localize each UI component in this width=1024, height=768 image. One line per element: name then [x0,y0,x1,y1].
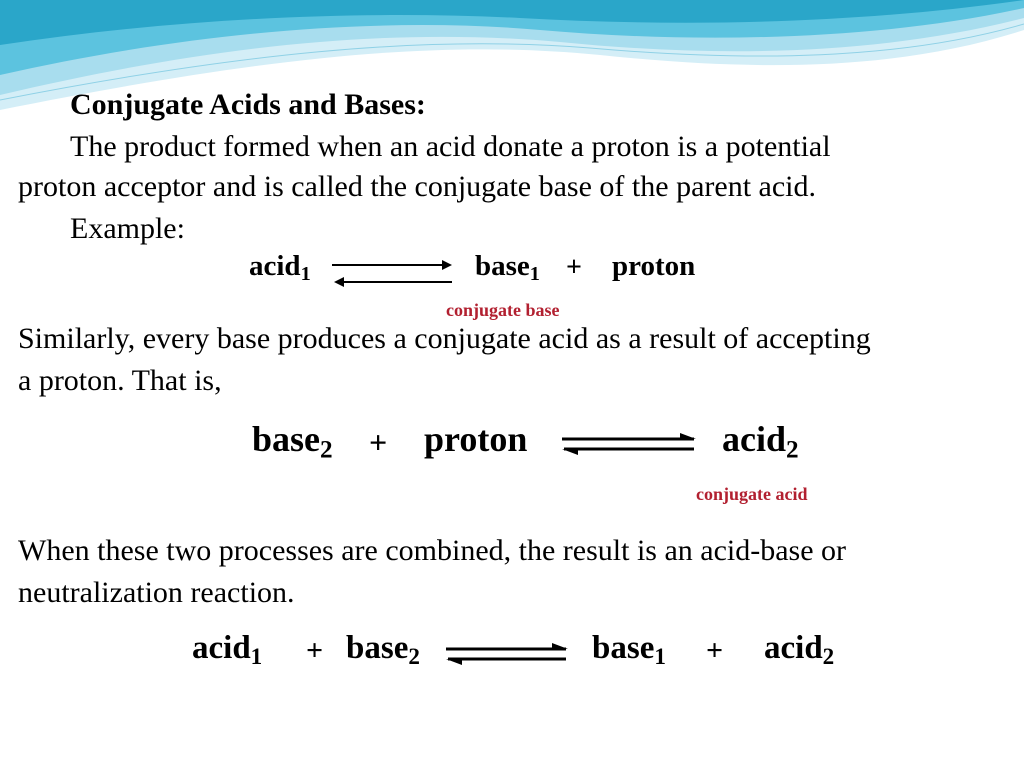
eq1-plus: + [566,252,582,283]
eq1-base1: base$_1$ [475,250,540,286]
paragraph-2-line-1: Similarly, every base produces a conjugate acid as a result of accepting [18,322,871,355]
eq2-base2: base$_2$ [252,419,333,464]
conjugate-acid-label: conjugate acid [696,484,808,504]
paragraph-3-line-1: When these two processes are combined, the result is an acid-base or [18,534,847,567]
eq3-acid2: acid$_2$ [764,630,835,669]
conjugate-base-label: conjugate base [446,300,560,320]
eq3-plus-2: + [706,634,724,667]
eq3-plus-1: + [306,634,324,667]
eq3-base2: base$_2$ [346,630,420,669]
section-heading: Conjugate Acids and Bases: [70,88,426,121]
eq2-equilibrium-arrow [560,432,698,458]
paragraph-2-line-2: a proton. That is, [18,364,222,397]
eq1-proton: proton [612,250,696,282]
eq1-acid1: acid$_1$ [249,250,311,286]
eq1-equilibrium-arrow [330,258,456,290]
paragraph-3-line-2: neutralization reaction. [18,576,295,609]
eq3-equilibrium-arrow [444,642,570,668]
eq2-acid2: acid$_2$ [722,419,799,464]
eq3-acid1: acid$_1$ [192,630,263,669]
eq3-base1: base$_1$ [592,630,666,669]
example-label: Example: [70,212,185,245]
paragraph-1-line-1: The product formed when an acid donate a proton is a potential [70,130,831,163]
paragraph-1-line-2: proton acceptor and is called the conjugate base of the parent acid. [18,170,816,203]
eq2-plus: + [369,424,388,460]
eq2-proton: proton [424,419,528,459]
